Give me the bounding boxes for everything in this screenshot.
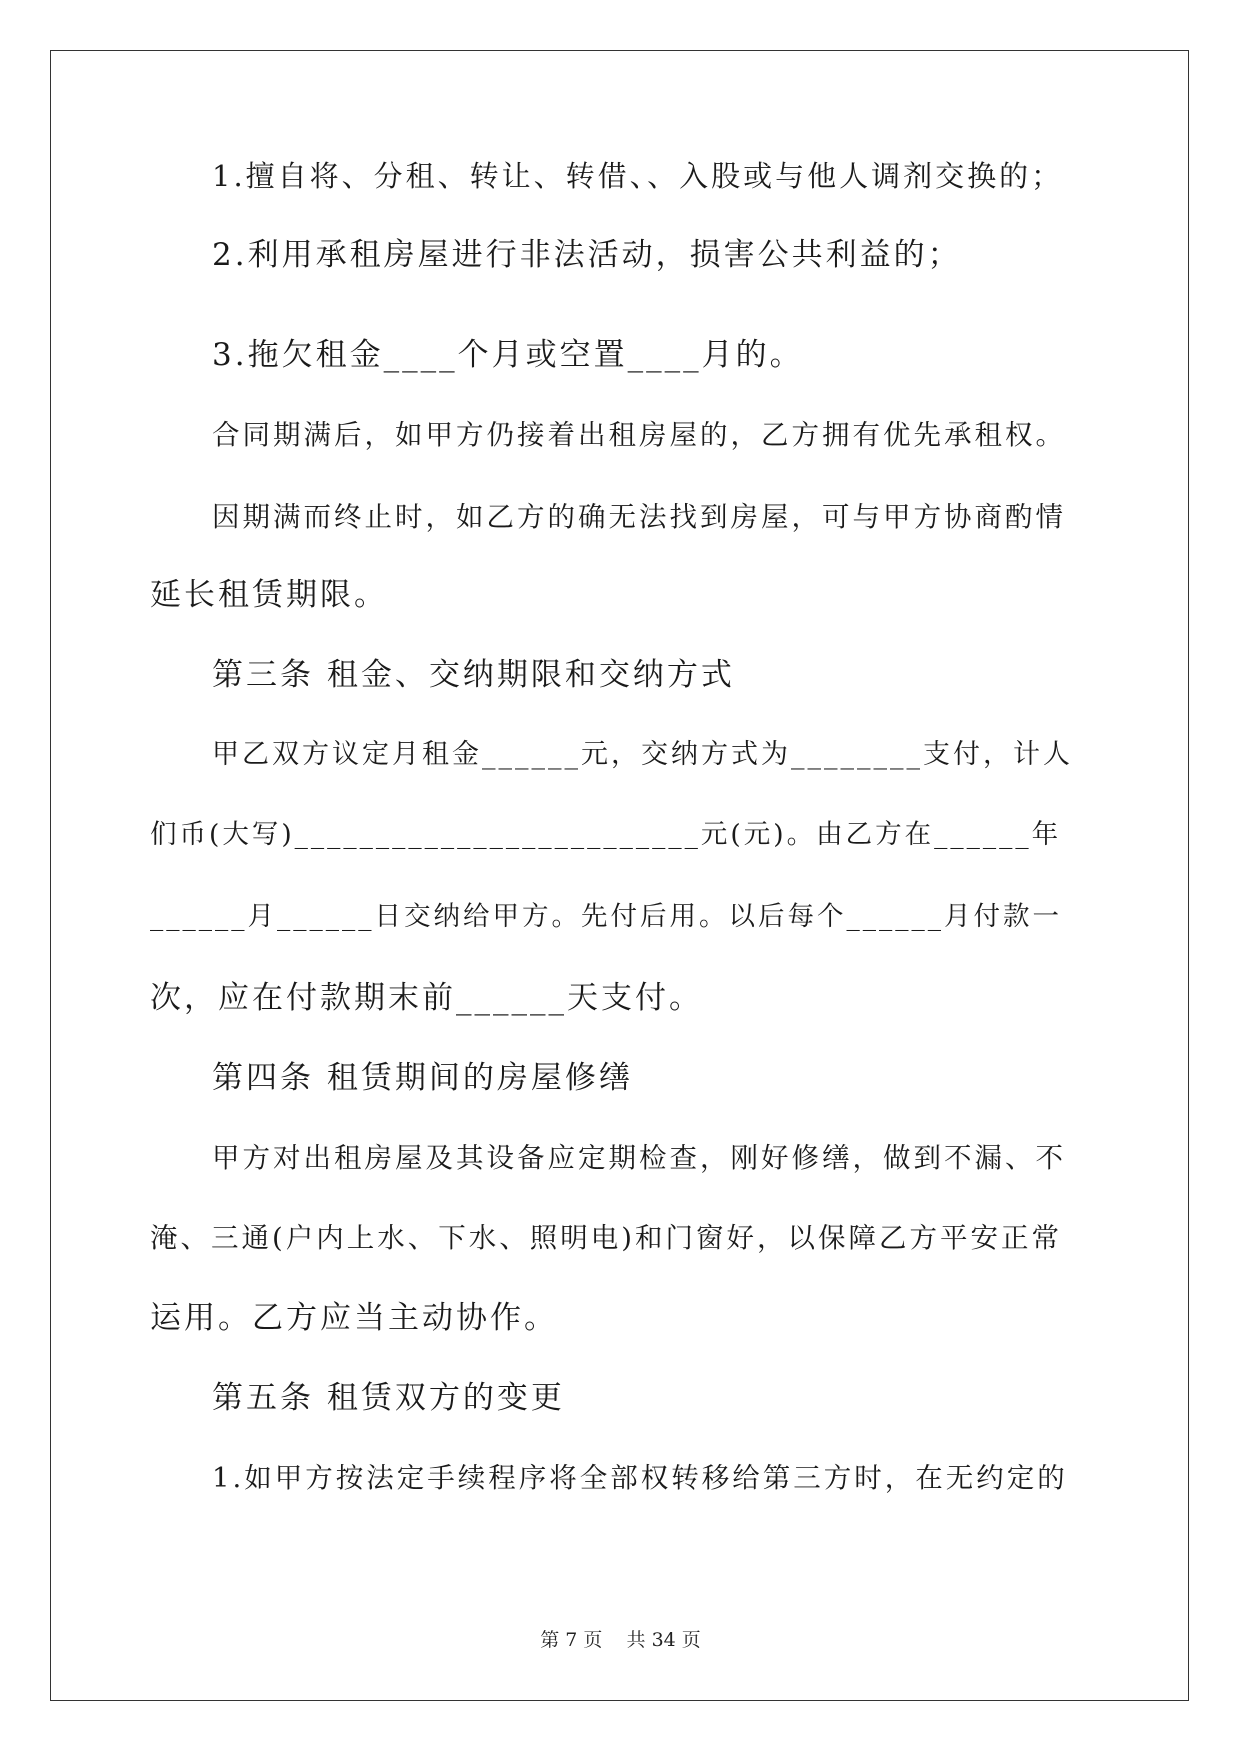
text-line: 延长租赁期限。 — [150, 577, 388, 613]
section-heading: 第三条 租金、交纳期限和交纳方式 — [212, 657, 735, 693]
text-line: 淹、三通(户内上水、下水、照明电)和门窗好，以保障乙方平安正常 — [150, 1222, 1062, 1254]
text-line: 因期满而终止时，如乙方的确无法找到房屋，可与甲方协商酌情 — [212, 501, 1066, 533]
text-line: 们币(大写)_________________________元(元)。由乙方在______年 — [150, 819, 1062, 850]
text-line: 2.利用承租房屋进行非法活动，损害公共利益的； — [212, 237, 962, 273]
text-line: 1.如甲方按法定手续程序将全部权转移给第三方时，在无约定的 — [212, 1462, 1068, 1494]
text-line: 运用。乙方应当主动协作。 — [150, 1300, 558, 1336]
text-line: 3.拖欠租金____个月或空置____月的。 — [212, 337, 804, 373]
text-line: 1.擅自将、分租、转让、转借、、入股或与他人调剂交换的； — [212, 159, 1064, 193]
text-line: 甲方对出租房屋及其设备应定期检查，刚好修缮，做到不漏、不 — [212, 1142, 1066, 1174]
text-line: 甲乙双方议定月租金______元，交纳方式为________支付，计人 — [212, 739, 1073, 770]
page-footer — [0, 1628, 1241, 1652]
text-line: ______月______日交纳给甲方。先付后用。以后每个______月付款一 — [150, 901, 1062, 932]
text-line: 合同期满后，如甲方仍接着出租房屋的，乙方拥有优先承租权。 — [212, 419, 1066, 451]
page-frame — [50, 50, 1189, 1701]
text-line: 次，应在付款期末前______天支付。 — [150, 980, 703, 1016]
page-number: 第 7 页 共 34 页 — [540, 1629, 701, 1651]
section-heading: 第五条 租赁双方的变更 — [212, 1380, 565, 1416]
section-heading: 第四条 租赁期间的房屋修缮 — [212, 1060, 633, 1096]
